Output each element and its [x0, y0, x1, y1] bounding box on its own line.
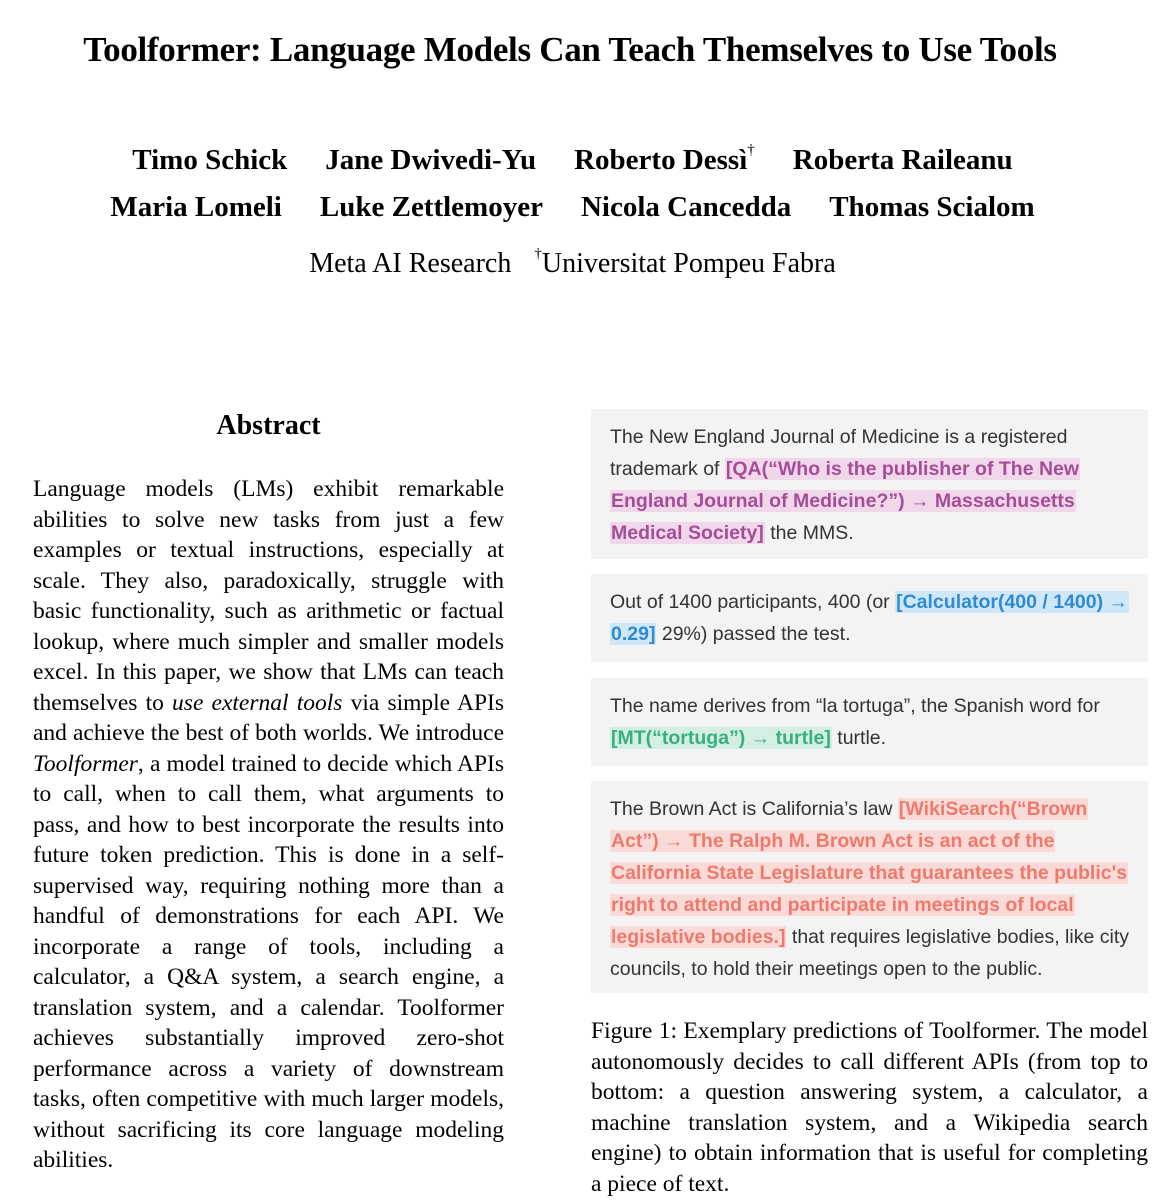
api-call-mt: [MT(“tortuga”) → turtle]: [611, 727, 831, 749]
example-machine-translation: The name derives from “la tortuga”, the Spanish word for [MT(“tortuga”) → turtle] turtle.: [591, 678, 1148, 766]
affiliation: Meta AI Research: [309, 248, 512, 279]
affiliation: †Universitat Pompeu Fabra: [534, 246, 836, 279]
abstract-text: Language models (LMs) exhibit remarkable abilities to solve new tasks from just a few examples or textual instructions, especially at scale. They also, paradoxically, struggle with basic functionality, such as arithmetic or factual lookup, where much simpler and smaller models excel. In this paper, we show that LMs can teach themselves to use external tools via simple APIs and achieve the best of both worlds. We introduce Toolformer, a model trained to decide which APIs to call, when to call them, what arguments to pass, and how to best incorporate the results into future token prediction. This is done in a self-supervised way, requiring nothing more than a handful of demonstrations for each API. We incorporate a range of tools, including a calculator, a Q&A system, a search engine, a translation system, and a calendar. Toolformer achieves substantially improved zero-shot performance across a variety of downstream tasks, often competitive with much larger models, without sacrificing its core language modeling abilities.: [33, 476, 504, 1173]
emphasis: use external tools: [172, 689, 343, 716]
author-name: Roberto Dessì†: [574, 142, 755, 176]
example-calculator: Out of 1400 participants, 400 (or [Calculator(400 / 1400) → 0.29] 29%) passed the test.: [591, 574, 1148, 662]
author-list-row-1: [0, 144, 1145, 177]
author-name: Roberta Raileanu: [792, 144, 1013, 176]
author-name: Jane Dwivedi-Yu: [325, 144, 537, 176]
author-list-row-2: [0, 191, 1145, 224]
author-name: Nicola Cancedda: [580, 191, 792, 223]
author-name: Maria Lomeli: [110, 191, 282, 223]
abstract-heading: Abstract: [216, 410, 321, 441]
api-call-wikisearch: [WikiSearch(“Brown Act”) → The Ralph M. Brown Act is an act of the California State Legislature that guarantees the public's right to attend and participate in meetings of local legislative bodies.]: [611, 798, 1128, 948]
paper-title: Toolformer: Language Models Can Teach Themselves to Use Tools: [83, 30, 1057, 69]
author-name: Timo Schick: [132, 144, 288, 176]
dagger-mark: †: [534, 246, 542, 262]
author-name: Luke Zettlemoyer: [319, 191, 543, 223]
emphasis: Toolformer: [33, 750, 138, 777]
example-qa: The New England Journal of Medicine is a registered trademark of [QA(“Who is the publisher of The New England Journal of Medicine?”) → Massachusetts Medical Society] the MMS.: [591, 409, 1148, 559]
api-call-qa: [QA(“Who is the publisher of The New England Journal of Medicine?”) → Massachusetts Medical Society]: [611, 458, 1080, 544]
example-wikisearch: The Brown Act is California’s law [WikiSearch(“Brown Act”) → The Ralph M. Brown Act is an act of the California State Legislature that guarantees the public's right to attend and participate in meetings of local legislative bodies.] that requires legislative bodies, like city councils, to hold their meetings open to the public.: [591, 781, 1148, 993]
affiliations: [0, 248, 1145, 280]
figure-caption: Figure 1: Exemplary predictions of Toolformer. The model autonomously decides to call different APIs (from top to bottom: a question answering system, a calculator, a machine translation system, and a Wikipedia search engine) to obtain information that is useful for completing a piece of text.: [591, 1018, 1148, 1197]
dagger-mark: †: [747, 142, 755, 158]
author-name: Thomas Scialom: [829, 191, 1035, 223]
api-call-calculator: [Calculator(400 / 1400) → 0.29]: [611, 591, 1129, 645]
